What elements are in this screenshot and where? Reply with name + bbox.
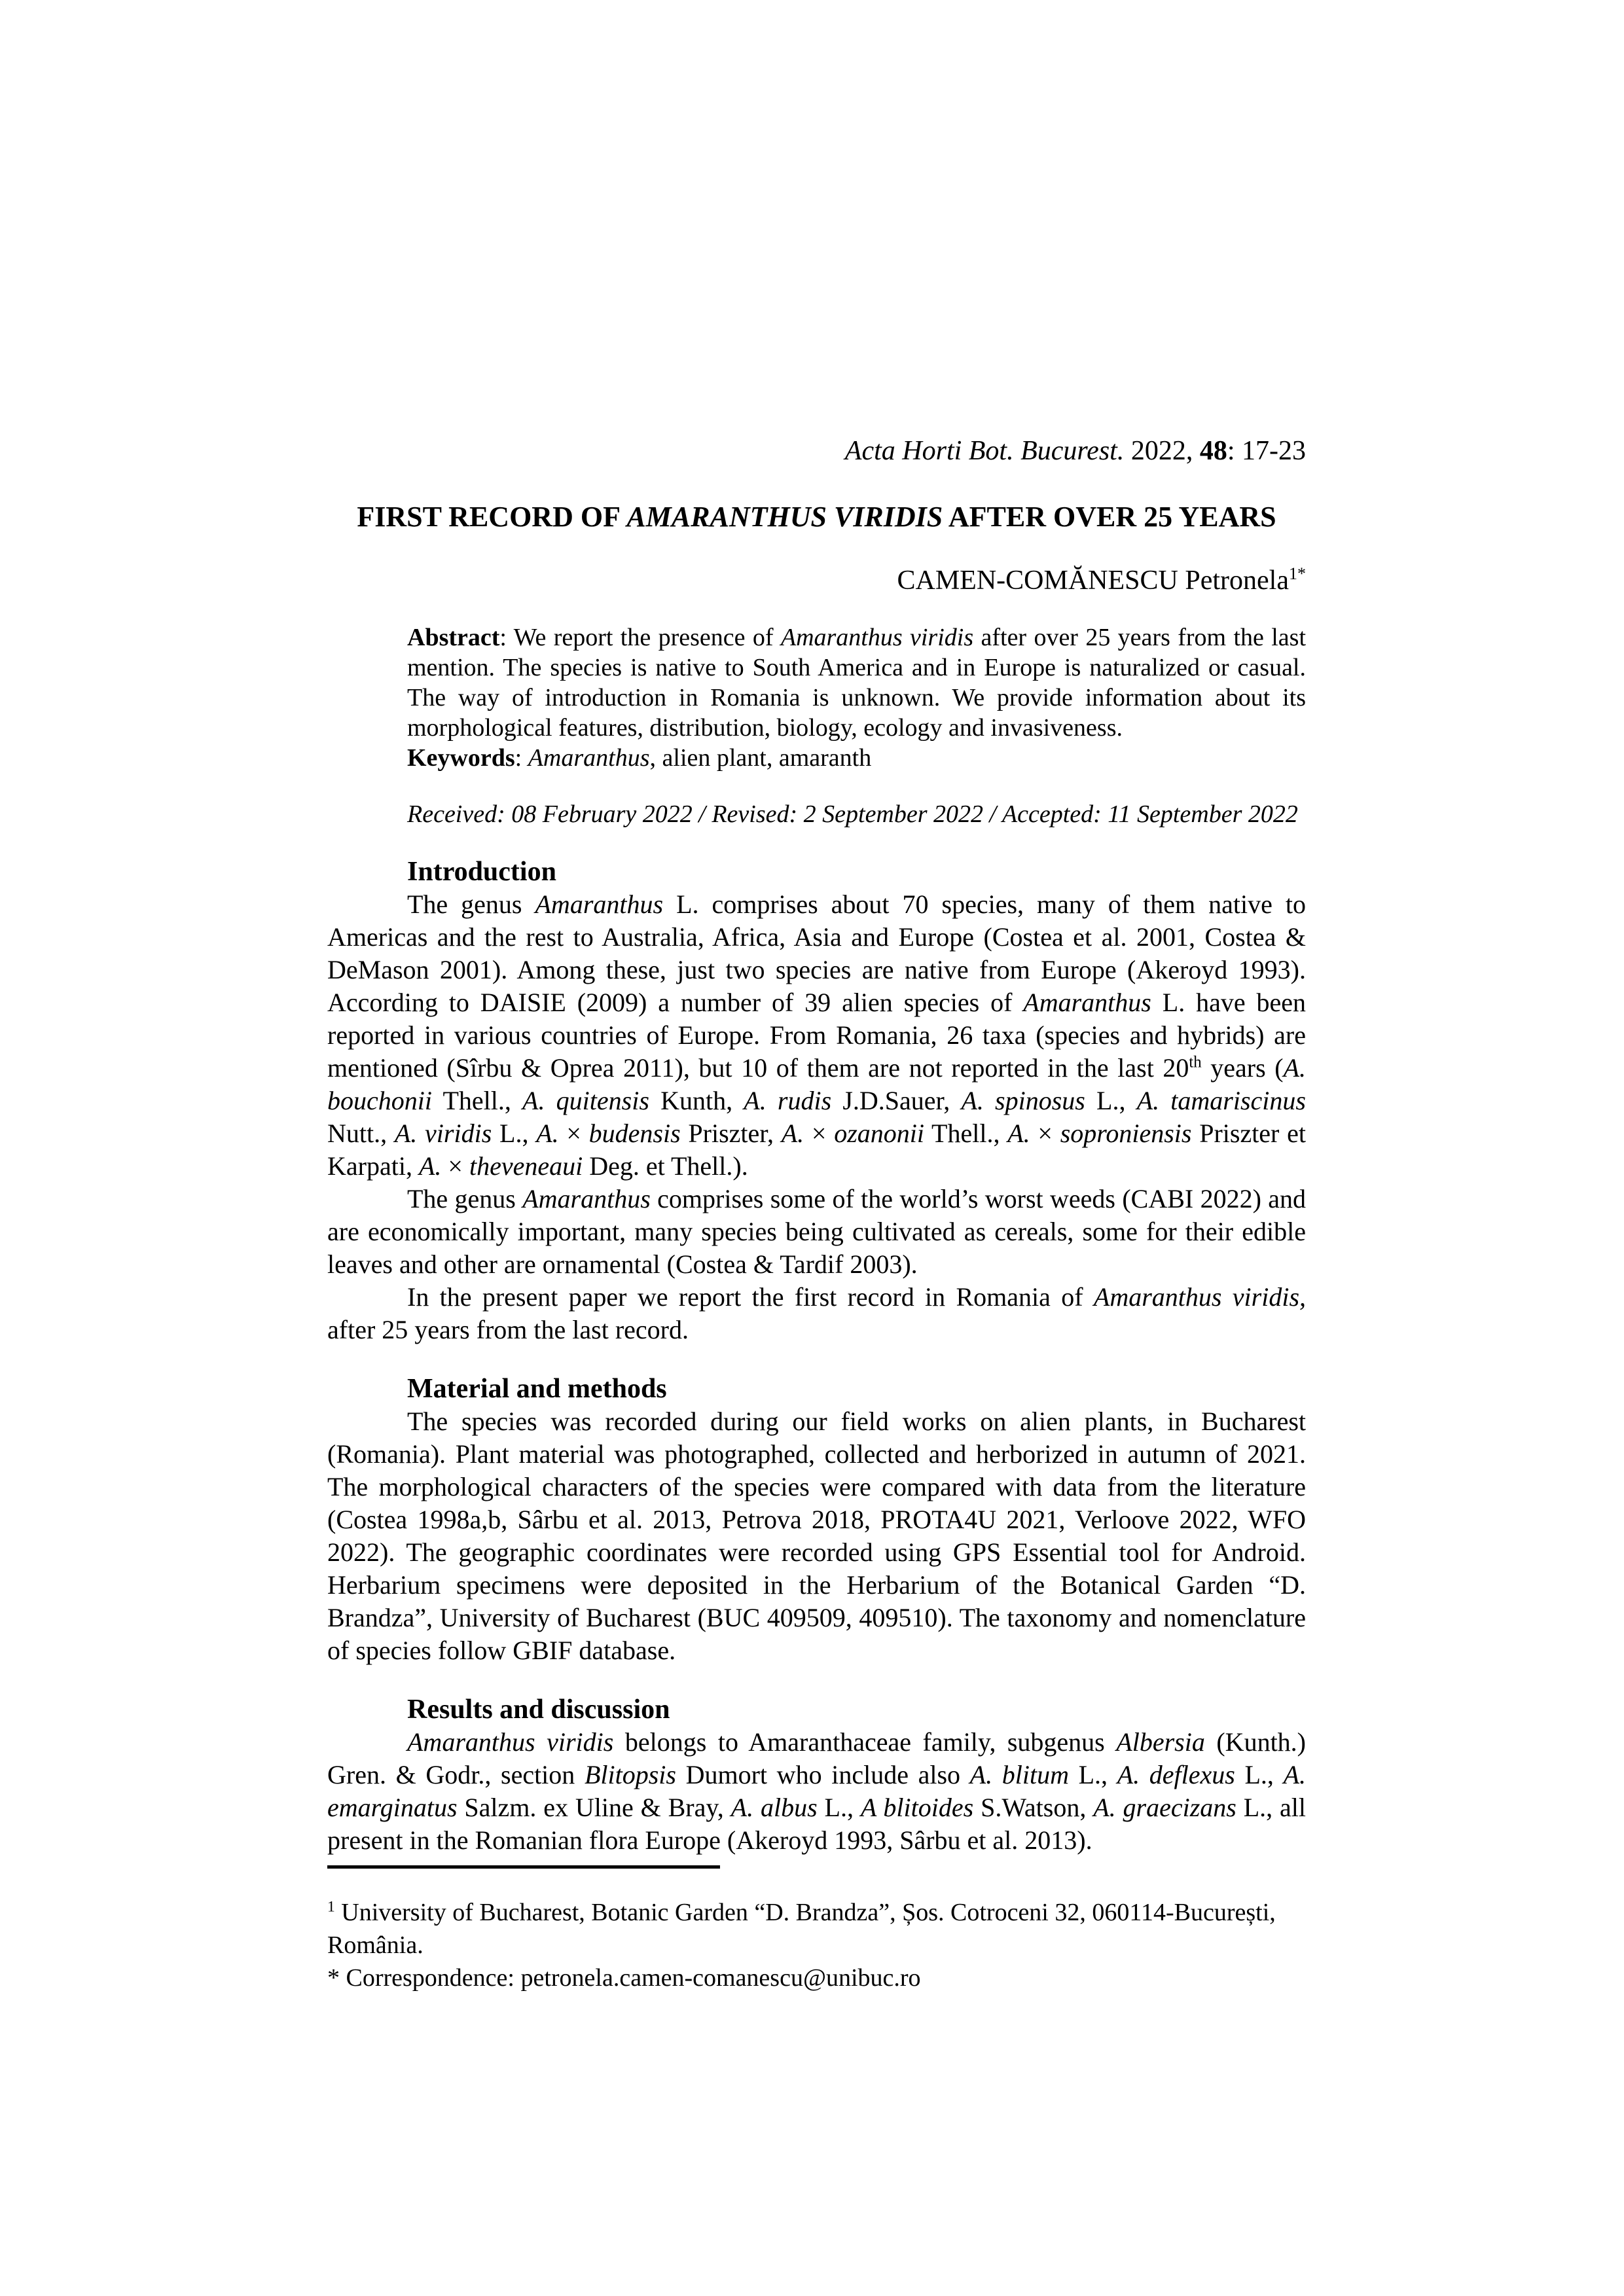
- introduction-paragraph-1: The genus Amaranthus L. comprises about 70 species, many of them native to Americas and the rest to Australia, Africa, Asia and Europe (Costea et al. 2001, Costea & DeMason 2001). Among these, just two species are native from Europe (Akeroyd 1993). According to DAISIE (2009) a number of 39 alien species of Amaranthus L. have been reported in various countries of Europe. From Romania, 26 taxa (species and hybrids) are mentioned (Sîrbu & Oprea 2011), but 10 of them are not reported in the last 20th years (A. bouchonii Thell., A. quitensis Kunth, A. rudis J.D.Sauer, A. spinosus L., A. tamariscinus Nutt., A. viridis L., A. × budensis Priszter, A. × ozanonii Thell., A. × soproniensis Priszter et Karpati, A. × theveneaui Deg. et Thell.).: [327, 889, 1307, 1181]
- section-heading-introduction: Introduction: [407, 857, 556, 887]
- received-revised-accepted-line: Received: 08 February 2022 / Revised: 2 September 2022 / Accepted: 11 September 2022: [407, 800, 1298, 828]
- keywords-line: Keywords: Amaranthus, alien plant, amaranth: [407, 744, 872, 772]
- page-content: [327, 434, 1306, 1857]
- footnote-separator: [327, 1865, 720, 1869]
- section-heading-results-and-discussion: Results and discussion: [407, 1695, 670, 1725]
- journal-header: Acta Horti Bot. Bucurest. 2022, 48: 17-23: [844, 436, 1306, 466]
- abstract-block: [407, 622, 1306, 773]
- footnote-block: [327, 1865, 1306, 1994]
- methods-paragraph: The species was recorded during our field works on alien plants, in Bucharest (Romania). Plant material was photographed, collected and herborized in autumn of 2021. The morphological characters of the species were compared with data from the literature (Costea 1998a,b, Sârbu et al. 2013, Petrova 2018, PROTA4U 2021, Verloove 2022, WFO 2022). The geographic coordinates were recorded using GPS Essential tool for Android. Herbarium specimens were deposited in the Herbarium of the Botanical Garden “D. Brandza”, University of Bucharest (BUC 409509, 409510). The taxonomy and nomenclature of species follow GBIF database.: [327, 1407, 1306, 1665]
- results-paragraph: Amaranthus viridis belongs to Amaranthaceae family, subgenus Albersia (Kunth.) Gren. & Godr., section Blitopsis Dumort who include also A. blitum L., A. deflexus L., A. emarginatus Salzm. ex Uline & Bray, A. albus L., A blitoides S.Watson, A. graecizans L., all present in the Romanian flora Europe (Akeroyd 1993, Sârbu et al. 2013).: [327, 1727, 1307, 1855]
- abstract-text: Abstract: We report the presence of Amaranthus viridis after over 25 years from the last mention. The species is native to South America and in Europe is naturalized or casual. The way of introduction in Romania is unknown. We provide information about its morphological features, distribution, biology, ecology and invasiveness.: [407, 624, 1307, 742]
- introduction-paragraph-2: The genus Amaranthus comprises some of the world’s worst weeds (CABI 2022) and are economically important, many species being cultivated as cereals, some for their edible leaves and other are ornamental (Costea & Tardif 2003).: [327, 1184, 1306, 1279]
- author-line: CAMEN-COMĂNESCU Petronela$^{1*}$: [897, 564, 1306, 596]
- footnote-correspondence: * Correspondence: petronela.camen-comanescu@unibuc.ro: [327, 1964, 921, 1992]
- introduction-paragraph-3: In the present paper we report the first record in Romania of Amaranthus viridis, after 25 years from the last record.: [327, 1282, 1307, 1344]
- section-heading-material-and-methods: Material and methods: [407, 1374, 667, 1404]
- paper-title: FIRST RECORD OF AMARANTHUS VIRIDIS AFTER OVER 25 YEARS: [357, 501, 1276, 533]
- footnote-affiliation: $^1$ University of Bucharest, Botanic Garden “D. Brandza”, Șos. Cotroceni 32, 060114-București, România.: [327, 1898, 1276, 1959]
